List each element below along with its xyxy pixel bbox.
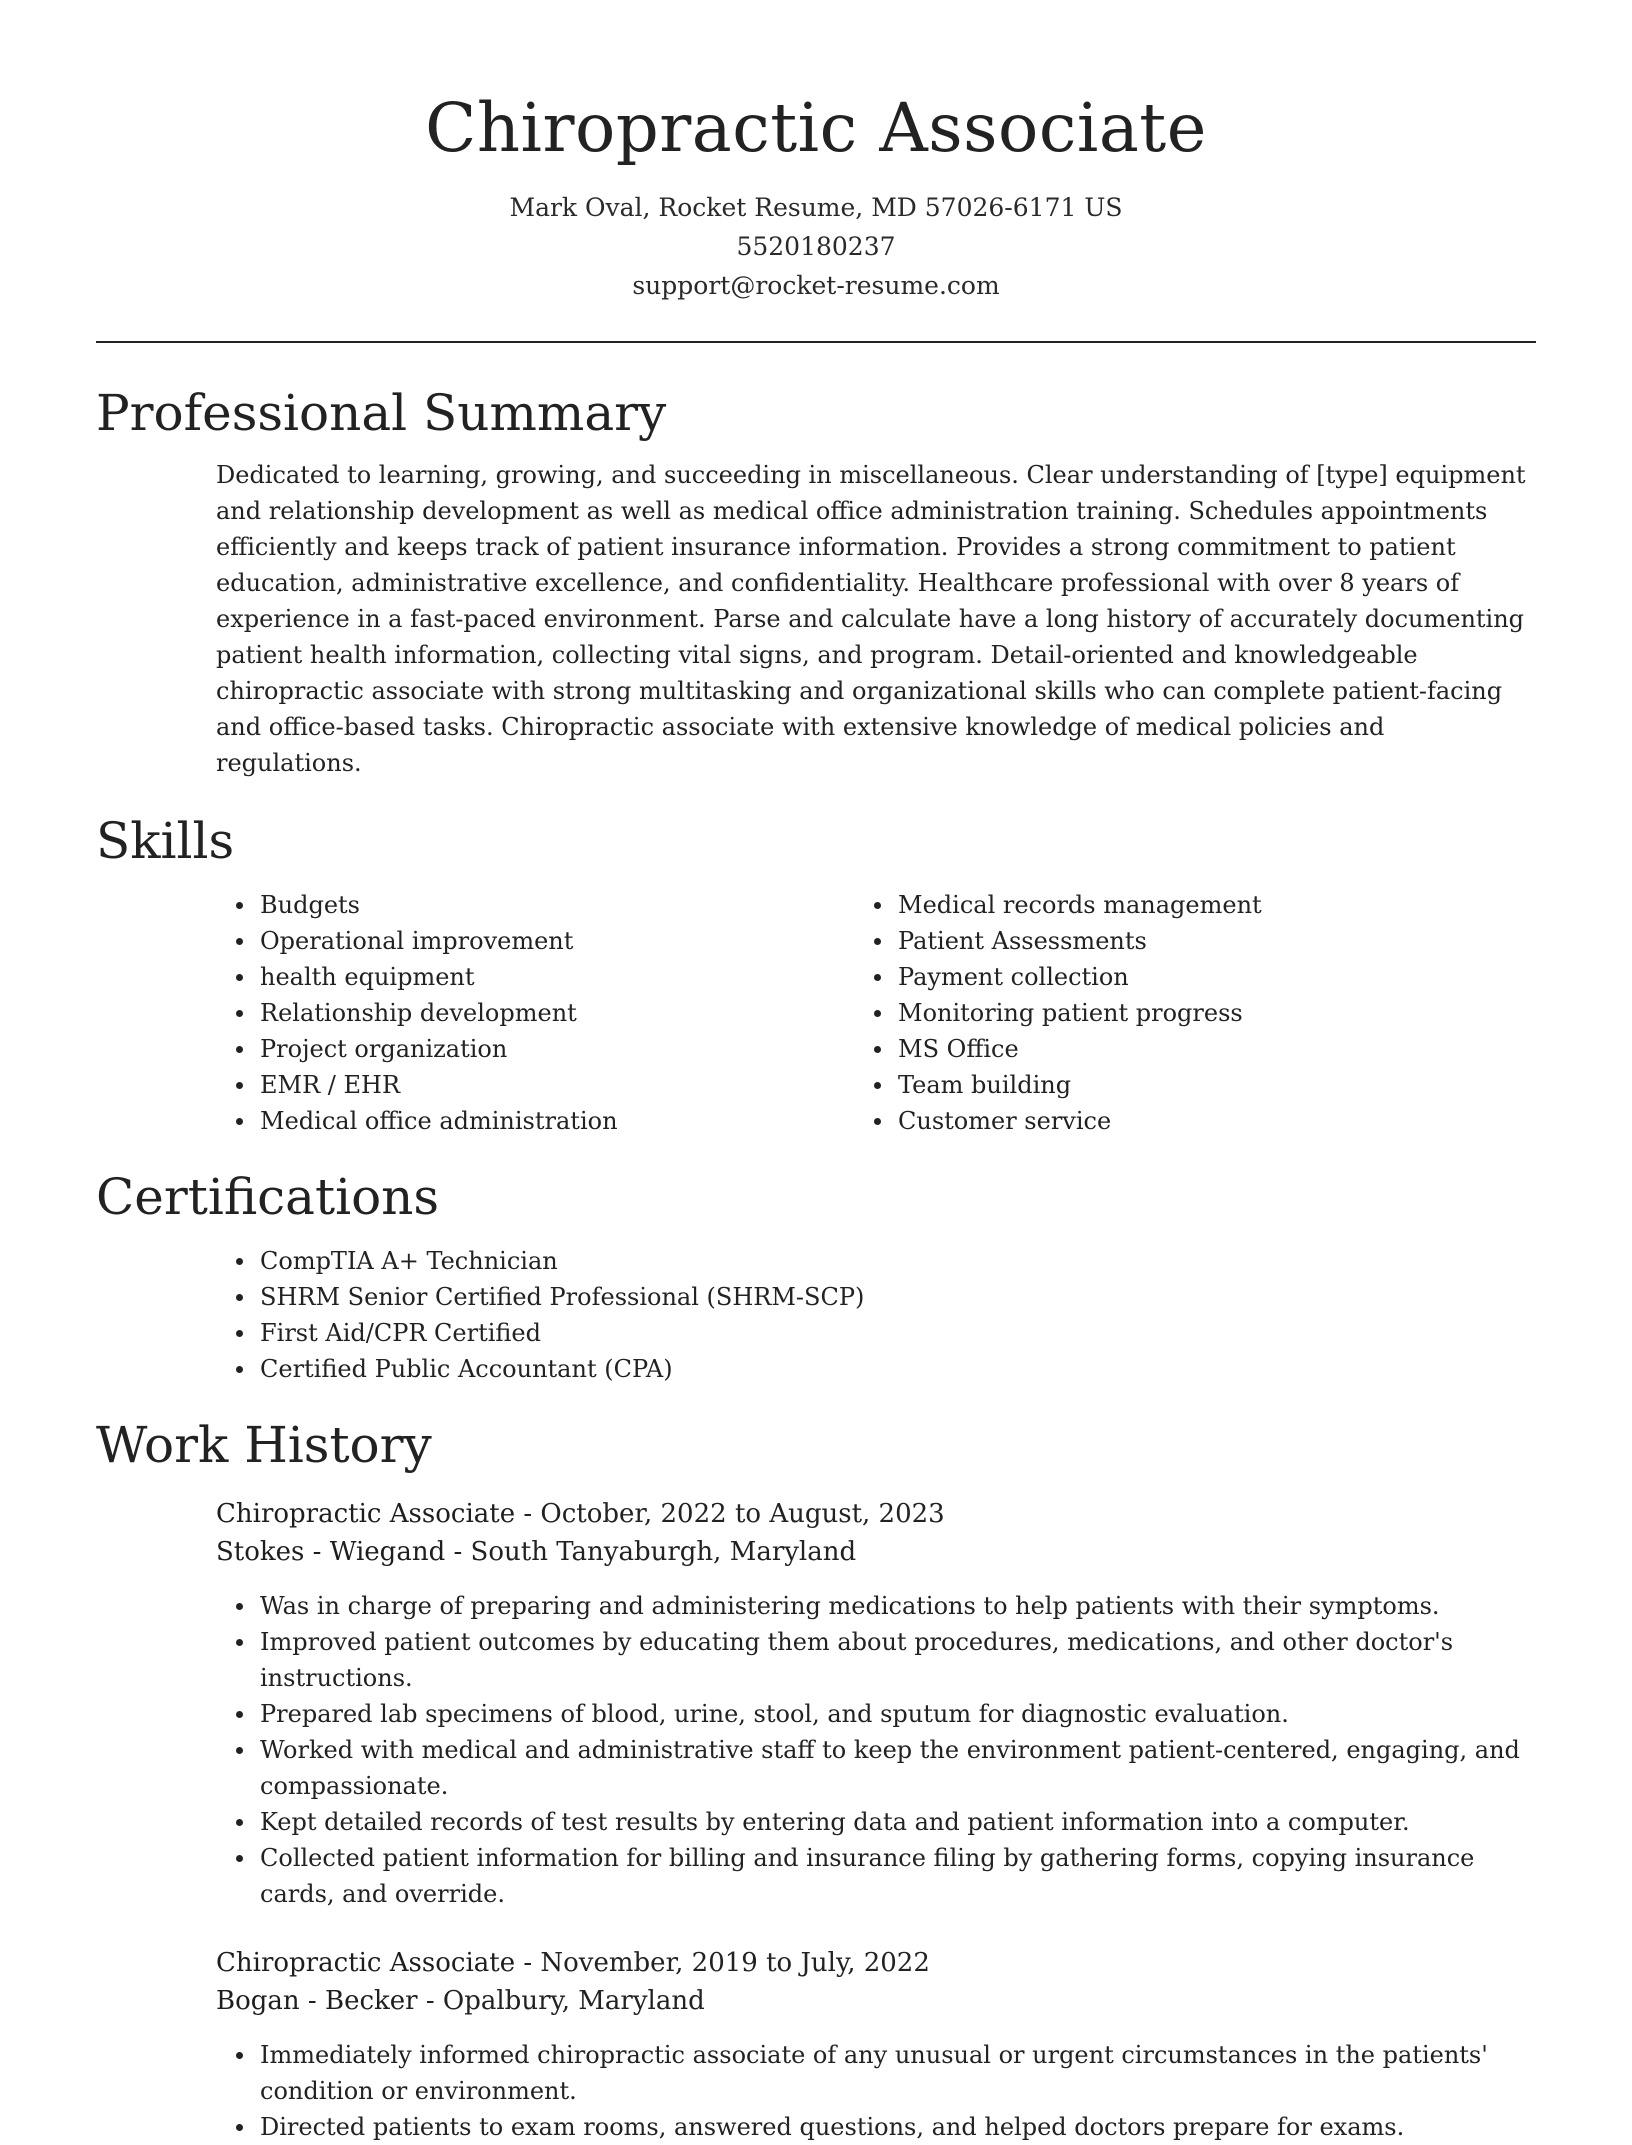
skill-item: Monitoring patient progress	[898, 995, 1536, 1031]
job-title: Chiropractic Associate	[216, 1948, 516, 1978]
skill-item: Medical office administration	[260, 1103, 898, 1139]
skills-section	[96, 809, 1536, 1139]
certification-item: SHRM Senior Certified Professional (SHRM-SCP)	[260, 1279, 1536, 1315]
header-divider	[96, 341, 1536, 343]
skill-item: Relationship development	[260, 995, 898, 1031]
job-bullet: Was in charge of preparing and administering medications to help patients with their symptoms.	[260, 1588, 1536, 1624]
contact-email: support@rocket-resume.com	[632, 271, 1000, 300]
certification-item: First Aid/CPR Certified	[260, 1315, 1536, 1351]
certification-item: Certified Public Accountant (CPA)	[260, 1351, 1536, 1387]
section-title-skills: Skills	[96, 812, 235, 870]
job-entry	[216, 1495, 1536, 1912]
job-bullet-list	[260, 2037, 1536, 2145]
contact-phone: 5520180237	[736, 232, 896, 261]
job-dates: - October, 2022 to August, 2023	[515, 1499, 945, 1529]
job-location: - South Tanyaburgh, Maryland	[445, 1537, 857, 1567]
job-bullet: Kept detailed records of test results by entering data and patient information into a computer.	[260, 1804, 1536, 1840]
contact-address: Mark Oval, Rocket Resume, MD 57026-6171 US	[509, 193, 1123, 222]
job-title-line	[216, 1495, 1536, 1533]
certification-item: CompTIA A+ Technician	[260, 1243, 1536, 1279]
skills-grid	[260, 887, 1536, 1139]
job-bullet: Worked with medical and administrative staff to keep the environment patient-centered, engaging, and compassionate.	[260, 1732, 1536, 1804]
job-bullet: Improved patient outcomes by educating them about procedures, medications, and other doctor's instructions.	[260, 1624, 1536, 1696]
skill-item: Budgets	[260, 887, 898, 923]
skill-item: Medical records management	[898, 887, 1536, 923]
job-title-line	[216, 1944, 1536, 1982]
skill-item: MS Office	[898, 1031, 1536, 1067]
job-title: Chiropractic Associate	[216, 1499, 516, 1529]
skills-list-left	[260, 887, 898, 1139]
section-title-certifications: Certifications	[96, 1168, 440, 1226]
resume-page	[96, 0, 1536, 2145]
certifications-section	[96, 1165, 1536, 1387]
job-company: Bogan - Becker	[216, 1986, 418, 2016]
summary-section	[96, 381, 1536, 781]
section-title-work-history: Work History	[96, 1416, 432, 1474]
skill-item: Project organization	[260, 1031, 898, 1067]
skills-list-right	[898, 887, 1536, 1139]
job-company: Stokes - Wiegand	[216, 1537, 446, 1567]
skill-item: Operational improvement	[260, 923, 898, 959]
skill-item: health equipment	[260, 959, 898, 995]
skill-item: EMR / EHR	[260, 1067, 898, 1103]
job-bullet: Immediately informed chiropractic associate of any unusual or urgent circumstances in the patients' condition or environment.	[260, 2037, 1536, 2109]
skill-item: Team building	[898, 1067, 1536, 1103]
certifications-list	[260, 1243, 1536, 1387]
job-bullet: Prepared lab specimens of blood, urine, stool, and sputum for diagnostic evaluation.	[260, 1696, 1536, 1732]
summary-text: Dedicated to learning, growing, and succeeding in miscellaneous. Clear understanding of [type] equipment and relationship development as well as medical office administration training. Schedules appointments efficiently and keeps track of patient insurance information. Provides a strong commitment to patient education, administrative excellence, and confidentiality. Healthcare professional with over 8 years of experience in a fast-paced environment. Parse and calculate have a long history of accurately documenting patient health information, collecting vital signs, and program. Detail-oriented and knowledgeable chiropractic associate with strong multitasking and organizational skills who can complete patient-facing and office-based tasks. Chiropractic associate with extensive knowledge of medical policies and regulations.	[216, 461, 1526, 777]
job-dates: - November, 2019 to July, 2022	[515, 1948, 930, 1978]
job-company-line	[216, 1533, 1536, 1571]
skill-item: Payment collection	[898, 959, 1536, 995]
skill-item: Customer service	[898, 1103, 1536, 1139]
work-history-section	[96, 1413, 1536, 2145]
job-bullet: Directed patients to exam rooms, answered questions, and helped doctors prepare for exams.	[260, 2109, 1536, 2145]
resume-header	[96, 0, 1536, 305]
job-bullet-list	[260, 1588, 1536, 1912]
job-location: - Opalbury, Maryland	[417, 1986, 705, 2016]
job-company-line	[216, 1982, 1536, 2020]
section-title-summary: Professional Summary	[96, 384, 667, 442]
job-bullet: Collected patient information for billing and insurance filing by gathering forms, copying insurance cards, and override.	[260, 1840, 1536, 1912]
resume-title: Chiropractic Associate	[425, 89, 1207, 167]
skill-item: Patient Assessments	[898, 923, 1536, 959]
job-entry	[216, 1944, 1536, 2145]
contact-block	[96, 188, 1536, 305]
